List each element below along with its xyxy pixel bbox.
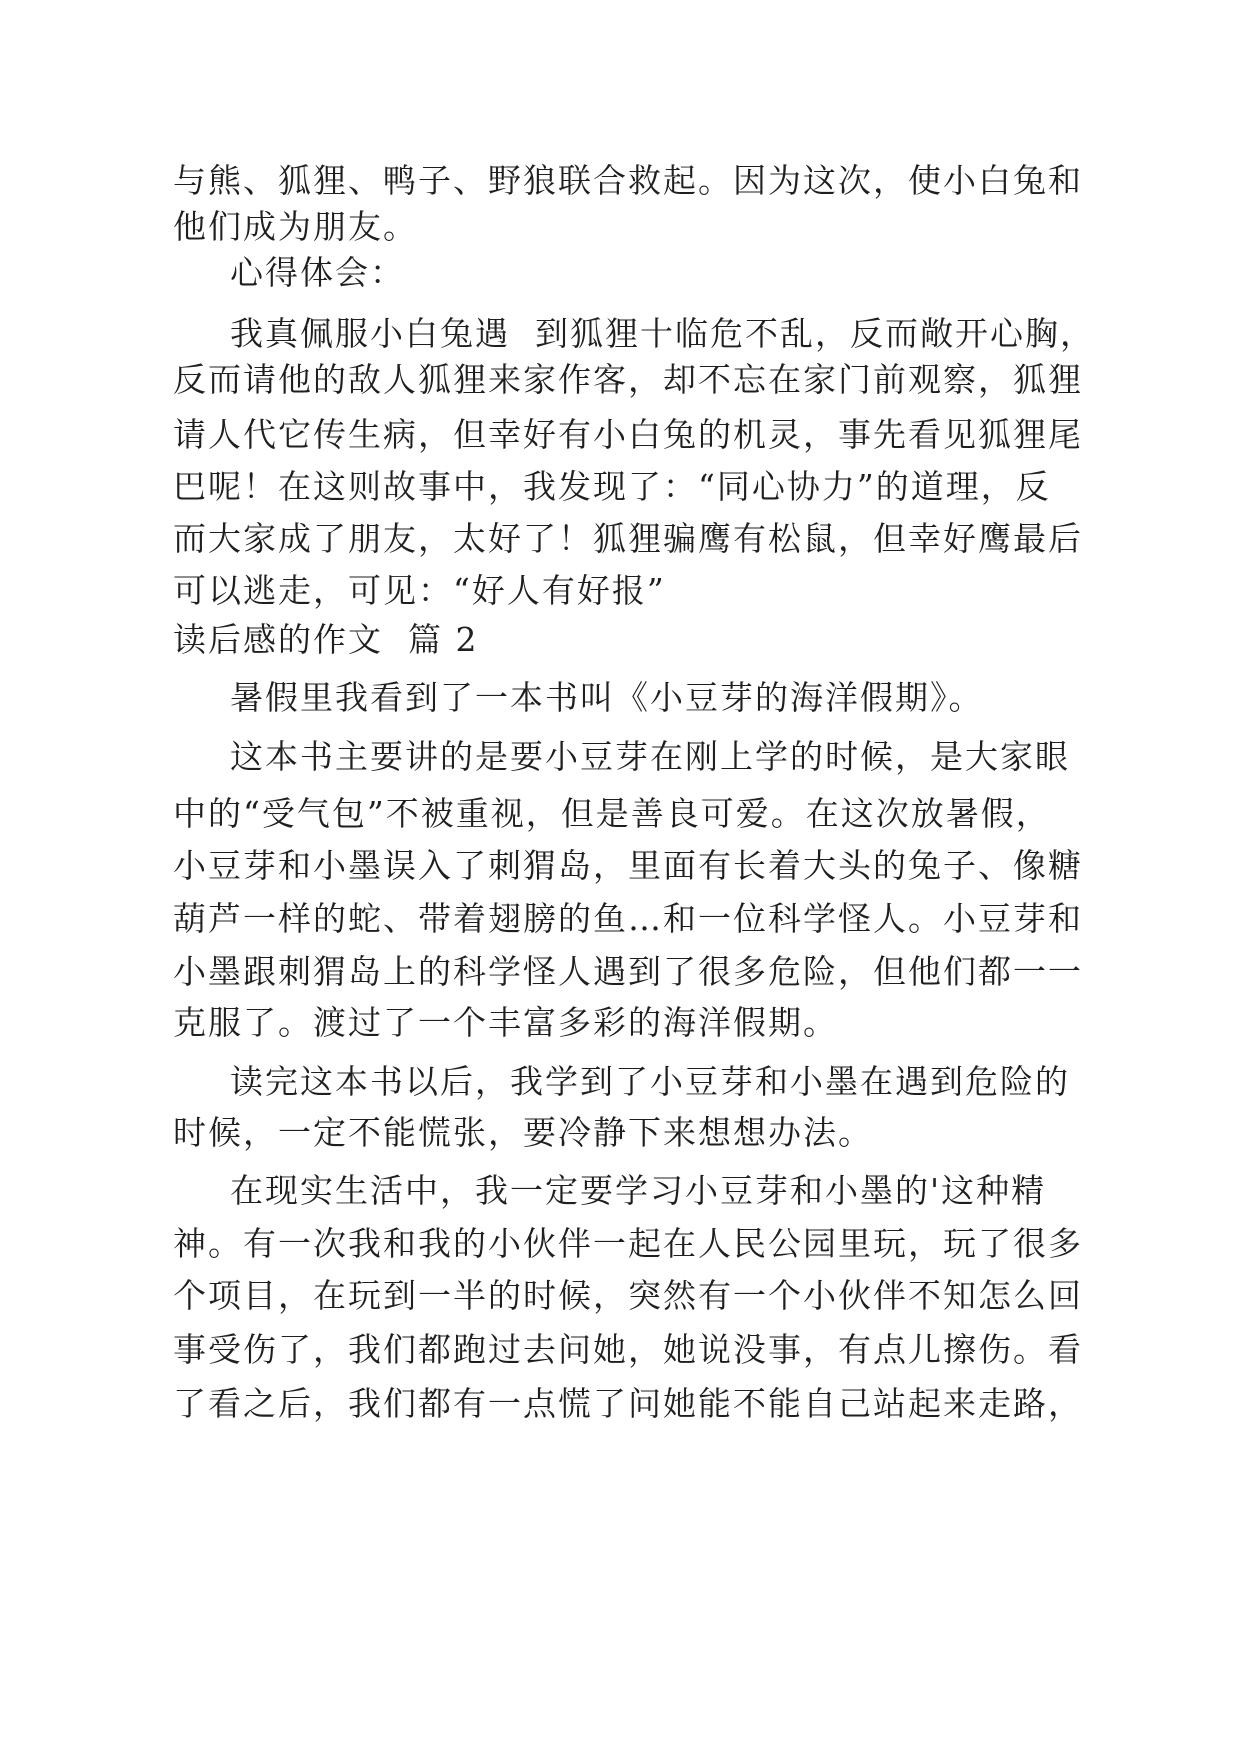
text-line: 他们成为朋友。 bbox=[173, 207, 418, 246]
text-line: 个项目，在玩到一半的时候，突然有一个小伙伴不知怎么回 bbox=[173, 1276, 1083, 1315]
text-line: 与熊、狐狸、鸭子、野狼联合救起。因为这次，使小白兔和 bbox=[173, 161, 1083, 200]
text-line: 小豆芽和小墨误入了刺猬岛，里面有长着大头的兔子、像糖 bbox=[173, 846, 1083, 885]
text-line: 中的“受气包”不被重视，但是善良可爱。在这次放暑假， bbox=[173, 794, 1051, 833]
text-line: 读完这本书以后，我学到了小豆芽和小墨在遇到危险的 bbox=[230, 1062, 1070, 1101]
section-label: 心得体会： bbox=[230, 253, 405, 292]
text-line: 事受伤了，我们都跑过去问她，她说没事，有点儿擦伤。看 bbox=[173, 1330, 1083, 1369]
text-line: 巴呢！在这则故事中，我发现了：“同心协力”的道理，反 bbox=[173, 467, 1051, 506]
text-line: 请人代它传生病，但幸好有小白兔的机灵，事先看见狐狸尾 bbox=[173, 415, 1083, 454]
text-line: 暑假里我看到了一本书叫《小豆芽的海洋假期》。 bbox=[230, 678, 984, 717]
text-line: 时候，一定不能慌张，要冷静下来想想办法。 bbox=[173, 1113, 873, 1152]
section-heading: 读后感的作文 篇 2 bbox=[173, 620, 479, 659]
text-line: 而大家成了朋友，太好了！狐狸骗鹰有松鼠，但幸好鹰最后 bbox=[173, 519, 1083, 558]
text-line: 反而请他的敌人狐狸来家作客，却不忘在家门前观察，狐狸 bbox=[173, 360, 1083, 399]
text-line: 我真佩服小白兔遇 到狐狸十临危不乱，反而敞开心胸， bbox=[230, 314, 1095, 353]
text-line: 可以逃走，可见：“好人有好报” bbox=[173, 571, 666, 610]
text-line: 克服了。渡过了一个丰富多彩的海洋假期。 bbox=[173, 1003, 838, 1042]
text-line: 神。有一次我和我的小伙伴一起在人民公园里玩，玩了很多 bbox=[173, 1224, 1083, 1263]
text-line: 了看之后，我们都有一点慌了问她能不能自己站起来走路， bbox=[173, 1384, 1083, 1423]
text-line: 葫芦一样的蛇、带着翅膀的鱼…和一位科学怪人。小豆芽和 bbox=[173, 899, 1083, 938]
text-line: 在现实生活中，我一定要学习小豆芽和小墨的'这种精 bbox=[230, 1171, 1047, 1210]
text-line: 小墨跟刺猬岛上的科学怪人遇到了很多危险，但他们都一一 bbox=[173, 952, 1083, 991]
text-line: 这本书主要讲的是要小豆芽在刚上学的时候，是大家眼 bbox=[230, 737, 1070, 776]
